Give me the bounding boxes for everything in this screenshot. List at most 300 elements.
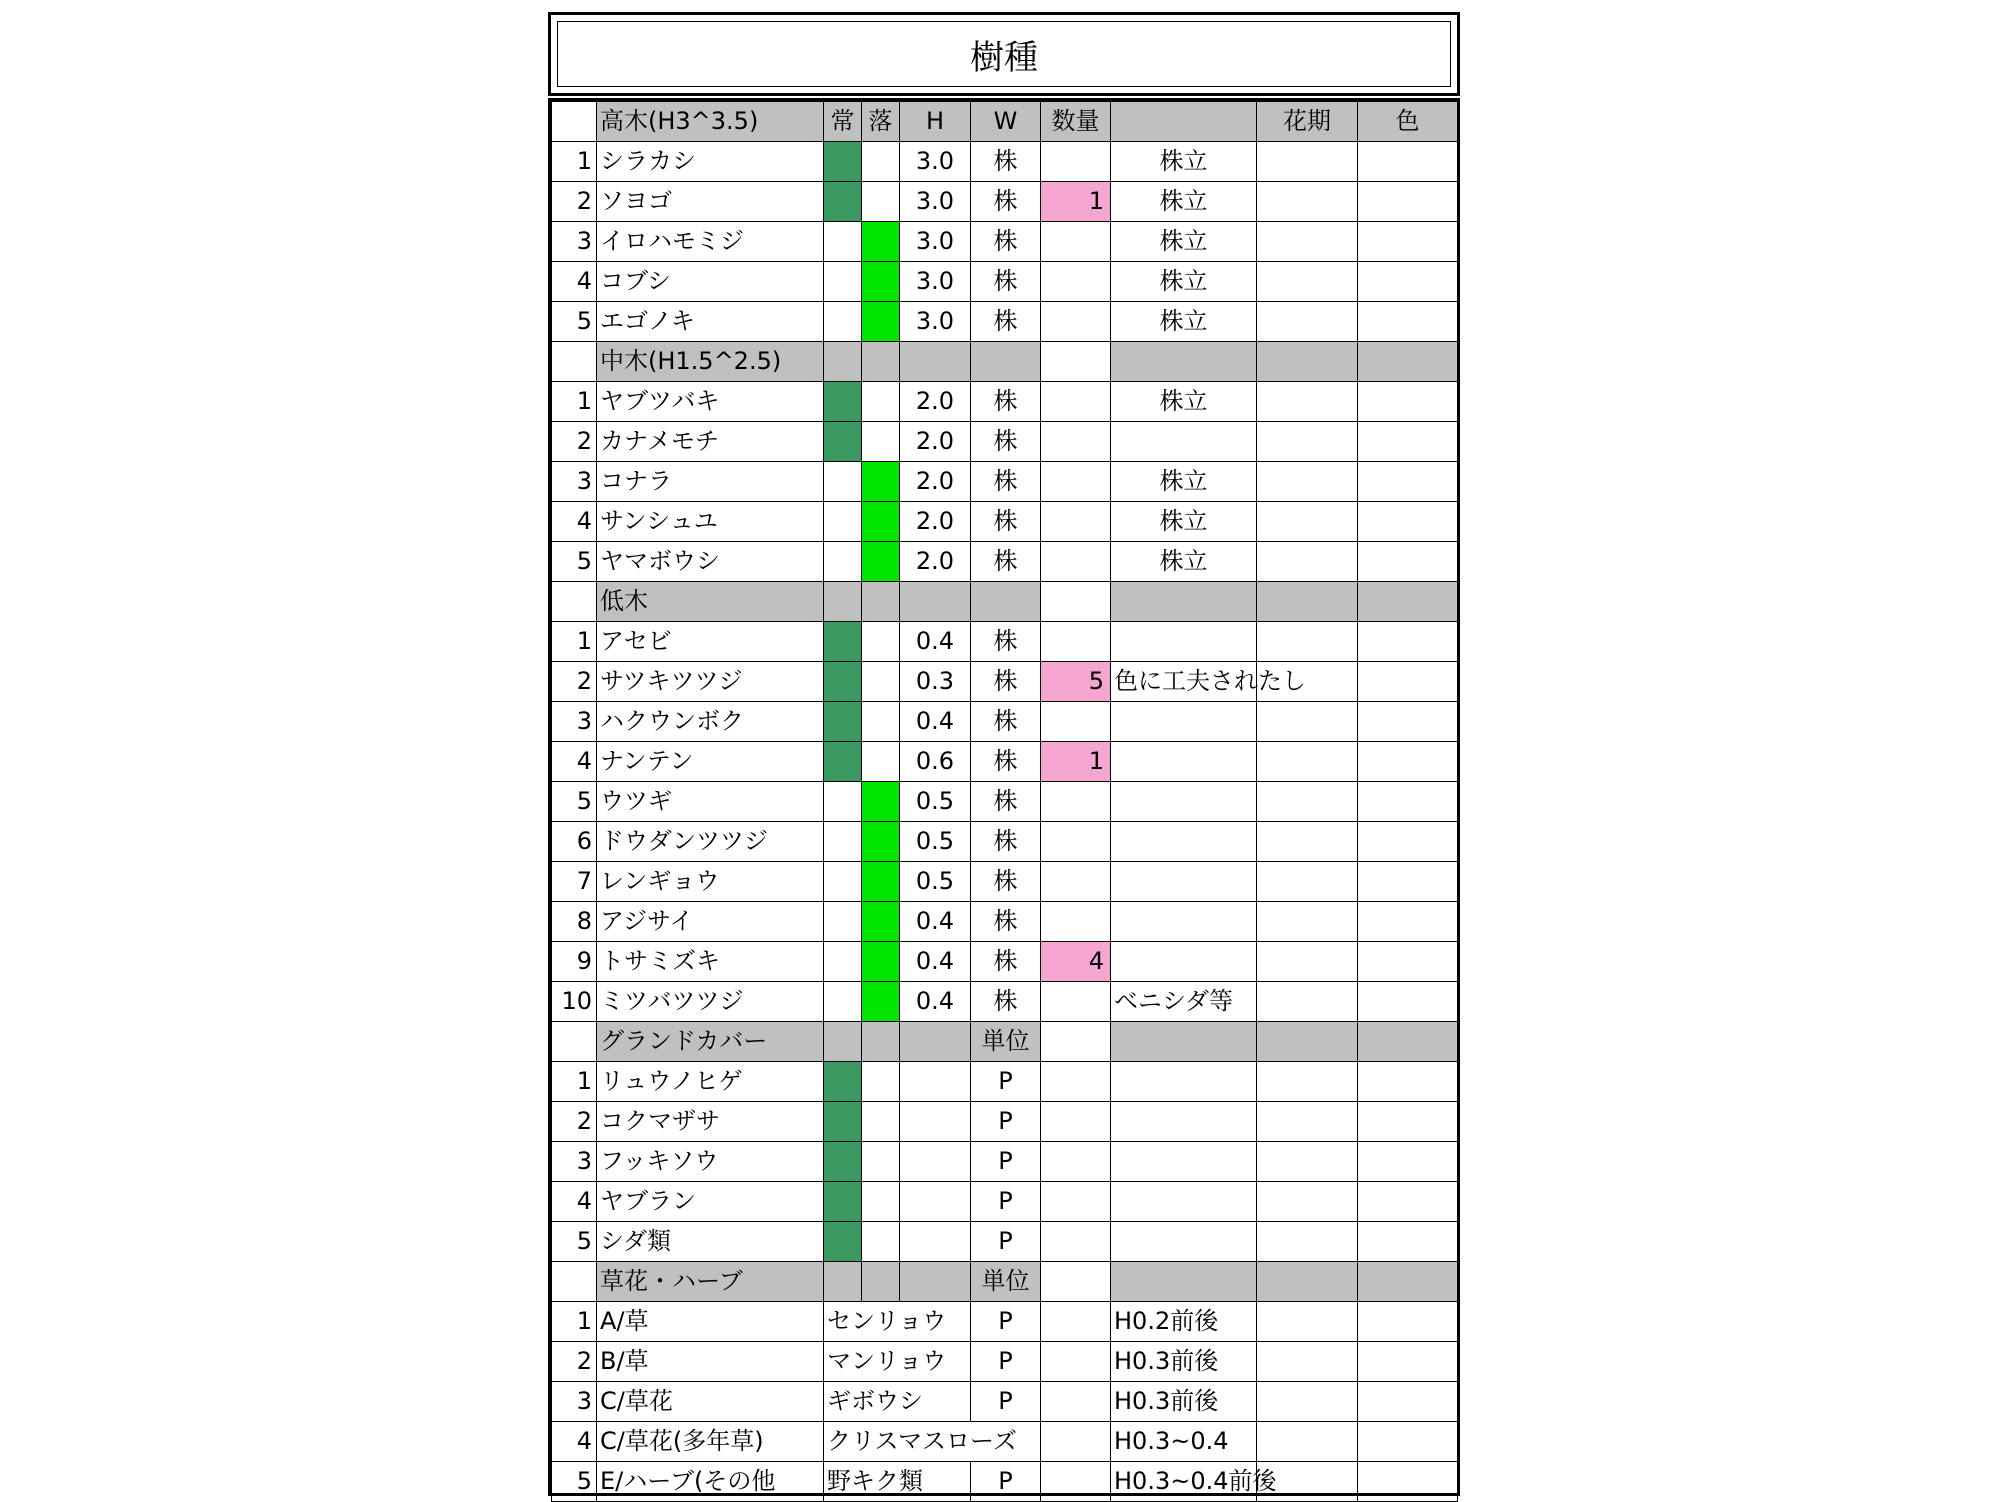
table-row <box>552 542 1458 582</box>
section-unit-label <box>971 582 1041 622</box>
table-row <box>552 502 1458 542</box>
species-name: リュウノヒゲ <box>597 1062 824 1102</box>
table-row <box>552 862 1458 902</box>
category-name: B/草 <box>597 1342 824 1382</box>
plant-table <box>551 101 1458 1502</box>
flowering-value <box>1257 742 1358 782</box>
quantity-value: 1 <box>1041 742 1111 782</box>
flowering-value <box>1257 942 1358 982</box>
row-number: 2 <box>552 662 597 702</box>
flowering-value <box>1257 1382 1358 1422</box>
header-evergreen: 常 <box>824 102 862 142</box>
flowering-value <box>1257 502 1358 542</box>
species-name: ドウダンツツジ <box>597 822 824 862</box>
section-label: 草花・ハーブ <box>597 1262 824 1302</box>
note-value: 色に工夫されたし <box>1111 662 1257 702</box>
section-note-cell <box>1111 1262 1257 1302</box>
flowering-value <box>1257 702 1358 742</box>
row-number: 8 <box>552 902 597 942</box>
table-row <box>552 782 1458 822</box>
deciduous-marker <box>862 662 900 702</box>
quantity-value <box>1041 1342 1111 1382</box>
example-plant: ギボウシ <box>824 1382 971 1422</box>
quantity-value: 4 <box>1041 942 1111 982</box>
note-value: 株立 <box>1111 542 1257 582</box>
height-value: 0.4 <box>900 702 971 742</box>
height-value <box>900 1142 971 1182</box>
species-name: フッキソウ <box>597 1142 824 1182</box>
evergreen-marker <box>824 222 862 262</box>
section-flowering-cell <box>1257 1262 1358 1302</box>
row-number: 2 <box>552 422 597 462</box>
unit-value: P <box>971 1302 1041 1342</box>
color-value <box>1358 902 1458 942</box>
evergreen-marker <box>824 542 862 582</box>
note-value: H0.3前後 <box>1111 1382 1257 1422</box>
evergreen-marker <box>824 462 862 502</box>
row-number: 6 <box>552 822 597 862</box>
section-deciduous-cell <box>862 342 900 382</box>
color-value <box>1358 1182 1458 1222</box>
example-plant: クリスマスローズ <box>824 1422 1041 1462</box>
evergreen-marker <box>824 1102 862 1142</box>
section-note-cell <box>1111 582 1257 622</box>
header-color: 色 <box>1358 102 1458 142</box>
table-row <box>552 222 1458 262</box>
note-value <box>1111 702 1257 742</box>
species-name: コクマザサ <box>597 1102 824 1142</box>
evergreen-marker <box>824 502 862 542</box>
deciduous-marker <box>862 182 900 222</box>
row-number: 3 <box>552 222 597 262</box>
quantity-value <box>1041 982 1111 1022</box>
deciduous-marker <box>862 982 900 1022</box>
table-header-row <box>552 102 1458 142</box>
width-value: 株 <box>971 502 1041 542</box>
color-value <box>1358 302 1458 342</box>
flowering-value <box>1257 782 1358 822</box>
row-number: 1 <box>552 1302 597 1342</box>
note-value <box>1111 622 1257 662</box>
unit-value: P <box>971 1182 1041 1222</box>
evergreen-marker <box>824 662 862 702</box>
species-name: ミツバツツジ <box>597 982 824 1022</box>
row-number: 9 <box>552 942 597 982</box>
deciduous-marker <box>862 222 900 262</box>
section-flowering-cell <box>1257 342 1358 382</box>
flowering-value <box>1257 862 1358 902</box>
color-value <box>1358 262 1458 302</box>
deciduous-marker <box>862 382 900 422</box>
height-value: 0.5 <box>900 862 971 902</box>
note-value: ベニシダ等 <box>1111 982 1257 1022</box>
row-number: 3 <box>552 1382 597 1422</box>
deciduous-marker <box>862 1182 900 1222</box>
height-value: 0.5 <box>900 782 971 822</box>
evergreen-marker <box>824 862 862 902</box>
color-value <box>1358 942 1458 982</box>
height-value: 2.0 <box>900 462 971 502</box>
section-height-cell <box>900 1022 971 1062</box>
quantity-value <box>1041 462 1111 502</box>
section-height-cell <box>900 1262 971 1302</box>
evergreen-marker <box>824 422 862 462</box>
width-value: 株 <box>971 742 1041 782</box>
evergreen-marker <box>824 982 862 1022</box>
flowering-value <box>1257 902 1358 942</box>
species-name: コブシ <box>597 262 824 302</box>
header-number-cell <box>552 102 597 142</box>
note-value <box>1111 902 1257 942</box>
plant-table-wrapper <box>548 98 1460 1496</box>
evergreen-marker <box>824 902 862 942</box>
deciduous-marker <box>862 462 900 502</box>
species-name: アジサイ <box>597 902 824 942</box>
deciduous-marker <box>862 502 900 542</box>
species-name: ナンテン <box>597 742 824 782</box>
color-value <box>1358 1062 1458 1102</box>
evergreen-marker <box>824 142 862 182</box>
quantity-value <box>1041 422 1111 462</box>
section-note-cell <box>1111 342 1257 382</box>
quantity-value <box>1041 222 1111 262</box>
height-value: 0.4 <box>900 942 971 982</box>
row-number: 4 <box>552 262 597 302</box>
section-label: グランドカバー <box>597 1022 824 1062</box>
flowering-value <box>1257 1062 1358 1102</box>
section-evergreen-cell <box>824 342 862 382</box>
flowering-value <box>1257 382 1358 422</box>
quantity-value <box>1041 1222 1111 1262</box>
quantity-value <box>1041 1302 1111 1342</box>
evergreen-marker <box>824 942 862 982</box>
color-value <box>1358 182 1458 222</box>
table-row <box>552 182 1458 222</box>
note-value: H0.3前後 <box>1111 1342 1257 1382</box>
height-value <box>900 1222 971 1262</box>
section-number-cell <box>552 582 597 622</box>
height-value: 3.0 <box>900 142 971 182</box>
note-value <box>1111 1062 1257 1102</box>
table-row <box>552 1102 1458 1142</box>
row-number: 1 <box>552 1062 597 1102</box>
quantity-value <box>1041 902 1111 942</box>
section-label: 低木 <box>597 582 824 622</box>
deciduous-marker <box>862 142 900 182</box>
flowering-value <box>1257 302 1358 342</box>
height-value: 2.0 <box>900 422 971 462</box>
section-color-cell <box>1358 1022 1458 1062</box>
color-value <box>1358 222 1458 262</box>
row-number: 1 <box>552 382 597 422</box>
row-number: 5 <box>552 542 597 582</box>
note-value: 株立 <box>1111 262 1257 302</box>
quantity-value <box>1041 1102 1111 1142</box>
section-quantity-cell <box>1041 582 1111 622</box>
color-value <box>1358 1342 1458 1382</box>
color-value <box>1358 422 1458 462</box>
table-row <box>552 662 1458 702</box>
height-value: 3.0 <box>900 182 971 222</box>
height-value: 0.5 <box>900 822 971 862</box>
quantity-value <box>1041 622 1111 662</box>
table-row <box>552 1302 1458 1342</box>
color-value <box>1358 1102 1458 1142</box>
section-color-cell <box>1358 342 1458 382</box>
unit-value: P <box>971 1222 1041 1262</box>
quantity-value <box>1041 262 1111 302</box>
width-value: 株 <box>971 422 1041 462</box>
height-value <box>900 1182 971 1222</box>
width-value: 株 <box>971 822 1041 862</box>
flowering-value <box>1257 1102 1358 1142</box>
table-row <box>552 942 1458 982</box>
section-height-cell <box>900 342 971 382</box>
section-flowering-cell <box>1257 1022 1358 1062</box>
evergreen-marker <box>824 822 862 862</box>
deciduous-marker <box>862 1222 900 1262</box>
row-number: 3 <box>552 1142 597 1182</box>
row-number: 2 <box>552 1342 597 1382</box>
species-name: ウツギ <box>597 782 824 822</box>
row-number: 5 <box>552 1222 597 1262</box>
flowering-value <box>1257 622 1358 662</box>
height-value: 3.0 <box>900 302 971 342</box>
width-value: 株 <box>971 782 1041 822</box>
note-value: 株立 <box>1111 502 1257 542</box>
species-name: コナラ <box>597 462 824 502</box>
row-number: 7 <box>552 862 597 902</box>
table-row <box>552 382 1458 422</box>
table-row <box>552 702 1458 742</box>
width-value: 株 <box>971 142 1041 182</box>
width-value: 株 <box>971 902 1041 942</box>
title-box <box>548 12 1460 96</box>
note-value <box>1111 1222 1257 1262</box>
color-value <box>1358 1142 1458 1182</box>
section-evergreen-cell <box>824 1262 862 1302</box>
evergreen-marker <box>824 702 862 742</box>
flowering-value <box>1257 1142 1358 1182</box>
flowering-value <box>1257 1222 1358 1262</box>
row-number: 1 <box>552 622 597 662</box>
table-row <box>552 422 1458 462</box>
row-number: 4 <box>552 1422 597 1462</box>
color-value <box>1358 1422 1458 1462</box>
evergreen-marker <box>824 1142 862 1182</box>
note-value <box>1111 1142 1257 1182</box>
flowering-value <box>1257 1342 1358 1382</box>
unit-value: P <box>971 1062 1041 1102</box>
species-name: トサミズキ <box>597 942 824 982</box>
species-name: シダ類 <box>597 1222 824 1262</box>
note-value: H0.3~0.4前後 <box>1111 1462 1257 1502</box>
color-value <box>1358 662 1458 702</box>
note-value: H0.3~0.4 <box>1111 1422 1257 1462</box>
unit-value: P <box>971 1382 1041 1422</box>
evergreen-marker <box>824 782 862 822</box>
width-value: 株 <box>971 182 1041 222</box>
height-value: 0.4 <box>900 902 971 942</box>
quantity-value <box>1041 1382 1111 1422</box>
table-row <box>552 1382 1458 1422</box>
deciduous-marker <box>862 1062 900 1102</box>
flowering-value <box>1257 222 1358 262</box>
header-height: H <box>900 102 971 142</box>
header-tall-tree: 高木(H3^3.5) <box>597 102 824 142</box>
row-number: 3 <box>552 702 597 742</box>
evergreen-marker <box>824 742 862 782</box>
color-value <box>1358 502 1458 542</box>
flowering-value <box>1257 462 1358 502</box>
species-name: ヤブツバキ <box>597 382 824 422</box>
quantity-value <box>1041 782 1111 822</box>
quantity-value <box>1041 1182 1111 1222</box>
note-value <box>1111 422 1257 462</box>
section-unit-label <box>971 342 1041 382</box>
quantity-value <box>1041 1462 1111 1502</box>
row-number: 2 <box>552 182 597 222</box>
height-value <box>900 1102 971 1142</box>
example-plant: センリョウ <box>824 1302 971 1342</box>
table-row <box>552 302 1458 342</box>
note-value: 株立 <box>1111 462 1257 502</box>
section-note-cell <box>1111 1022 1257 1062</box>
color-value <box>1358 782 1458 822</box>
table-row <box>552 622 1458 662</box>
row-number: 3 <box>552 462 597 502</box>
color-value <box>1358 382 1458 422</box>
table-row <box>552 1142 1458 1182</box>
note-value: H0.2前後 <box>1111 1302 1257 1342</box>
note-value <box>1111 862 1257 902</box>
species-name: エゴノキ <box>597 302 824 342</box>
deciduous-marker <box>862 862 900 902</box>
row-number: 1 <box>552 142 597 182</box>
section-number-cell <box>552 1022 597 1062</box>
quantity-value <box>1041 142 1111 182</box>
flowering-value <box>1257 1422 1358 1462</box>
section-deciduous-cell <box>862 1022 900 1062</box>
quantity-value <box>1041 1422 1111 1462</box>
row-number: 5 <box>552 782 597 822</box>
unit-value: P <box>971 1342 1041 1382</box>
table-row <box>552 822 1458 862</box>
color-value <box>1358 462 1458 502</box>
evergreen-marker <box>824 382 862 422</box>
section-evergreen-cell <box>824 582 862 622</box>
evergreen-marker <box>824 262 862 302</box>
species-name: イロハモミジ <box>597 222 824 262</box>
height-value: 3.0 <box>900 262 971 302</box>
section-deciduous-cell <box>862 1262 900 1302</box>
section-header-row <box>552 1262 1458 1302</box>
plant-list-sheet <box>548 12 1460 1496</box>
flowering-value <box>1257 982 1358 1022</box>
table-row <box>552 1462 1458 1502</box>
header-width: W <box>971 102 1041 142</box>
color-value <box>1358 1462 1458 1502</box>
height-value: 0.3 <box>900 662 971 702</box>
table-row <box>552 1342 1458 1382</box>
section-quantity-cell <box>1041 342 1111 382</box>
flowering-value <box>1257 542 1358 582</box>
height-value: 0.4 <box>900 982 971 1022</box>
section-deciduous-cell <box>862 582 900 622</box>
flowering-value <box>1257 182 1358 222</box>
color-value <box>1358 542 1458 582</box>
note-value: 株立 <box>1111 302 1257 342</box>
width-value: 株 <box>971 262 1041 302</box>
width-value: 株 <box>971 942 1041 982</box>
category-name: C/草花 <box>597 1382 824 1422</box>
evergreen-marker <box>824 1062 862 1102</box>
table-row <box>552 902 1458 942</box>
example-plant: マンリョウ <box>824 1342 971 1382</box>
quantity-value <box>1041 502 1111 542</box>
color-value <box>1358 1382 1458 1422</box>
deciduous-marker <box>862 942 900 982</box>
row-number: 2 <box>552 1102 597 1142</box>
species-name: レンギョウ <box>597 862 824 902</box>
species-name: シラカシ <box>597 142 824 182</box>
table-row <box>552 462 1458 502</box>
height-value: 2.0 <box>900 502 971 542</box>
table-row <box>552 1422 1458 1462</box>
color-value <box>1358 1302 1458 1342</box>
height-value <box>900 1062 971 1102</box>
section-header-row <box>552 342 1458 382</box>
section-quantity-cell <box>1041 1262 1111 1302</box>
note-value <box>1111 782 1257 822</box>
flowering-value <box>1257 1302 1358 1342</box>
color-value <box>1358 982 1458 1022</box>
header-note <box>1111 102 1257 142</box>
quantity-value <box>1041 1062 1111 1102</box>
category-name: E/ハーブ(その他 <box>597 1462 824 1502</box>
header-flowering: 花期 <box>1257 102 1358 142</box>
note-value <box>1111 742 1257 782</box>
quantity-value <box>1041 542 1111 582</box>
quantity-value <box>1041 702 1111 742</box>
species-name: サツキツツジ <box>597 662 824 702</box>
width-value: 株 <box>971 382 1041 422</box>
section-label: 中木(H1.5^2.5) <box>597 342 824 382</box>
flowering-value <box>1257 422 1358 462</box>
flowering-value <box>1257 822 1358 862</box>
width-value: 株 <box>971 662 1041 702</box>
note-value: 株立 <box>1111 222 1257 262</box>
table-row <box>552 262 1458 302</box>
evergreen-marker <box>824 302 862 342</box>
section-flowering-cell <box>1257 582 1358 622</box>
height-value: 3.0 <box>900 222 971 262</box>
quantity-value: 1 <box>1041 182 1111 222</box>
quantity-value <box>1041 822 1111 862</box>
unit-value: P <box>971 1102 1041 1142</box>
deciduous-marker <box>862 302 900 342</box>
section-header-row <box>552 1022 1458 1062</box>
note-value: 株立 <box>1111 142 1257 182</box>
note-value <box>1111 1182 1257 1222</box>
evergreen-marker <box>824 182 862 222</box>
species-name: アセビ <box>597 622 824 662</box>
header-quantity: 数量 <box>1041 102 1111 142</box>
row-number: 4 <box>552 1182 597 1222</box>
row-number: 4 <box>552 742 597 782</box>
species-name: ソヨゴ <box>597 182 824 222</box>
section-unit-label: 単位 <box>971 1262 1041 1302</box>
